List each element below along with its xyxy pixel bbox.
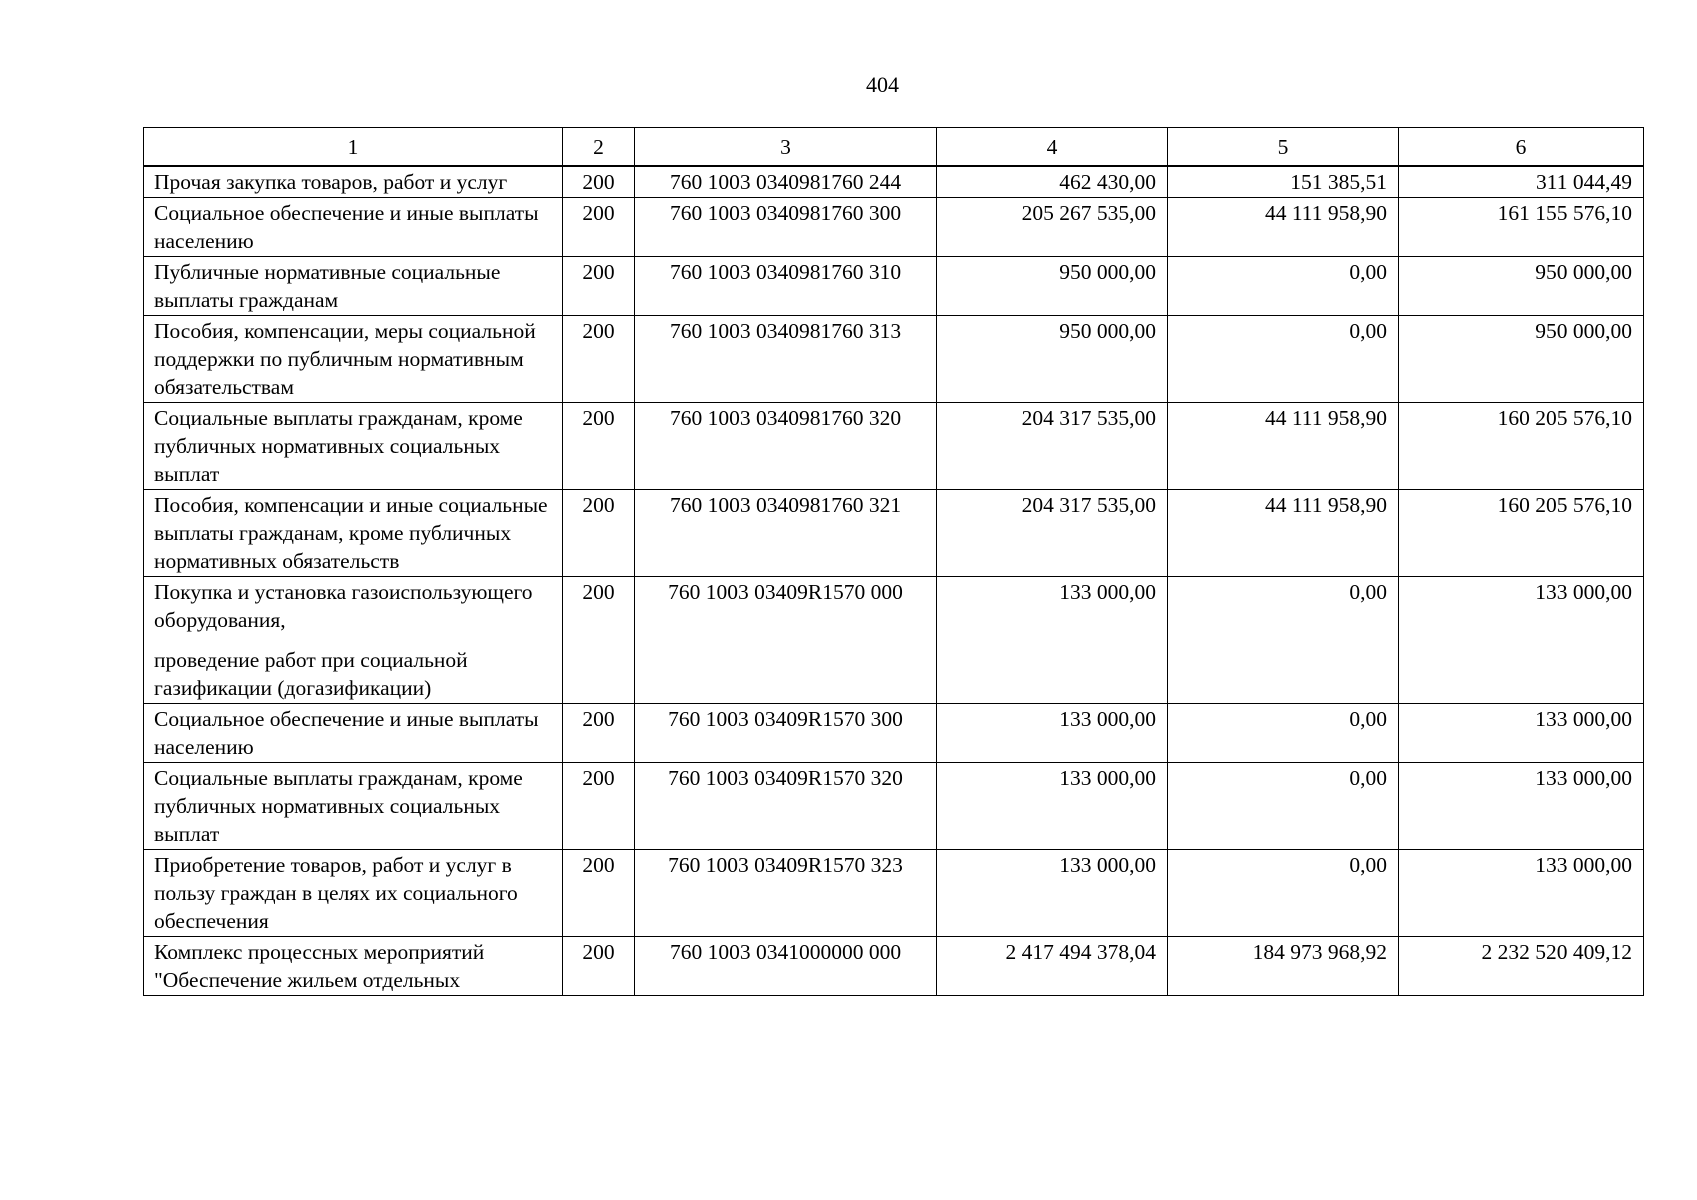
row-name-cell [144, 257, 563, 316]
row-approved-amount: 133 000,00 [937, 704, 1168, 763]
row-approved-amount: 204 317 535,00 [937, 490, 1168, 577]
row-budget-code: 760 1003 03409R1570 300 [635, 704, 937, 763]
row-unexecuted-amount: 160 205 576,10 [1399, 490, 1644, 577]
table-row [144, 937, 1644, 996]
row-line-code: 200 [563, 704, 635, 763]
row-executed-amount: 44 111 958,90 [1168, 490, 1399, 577]
column-header-3: 3 [635, 128, 937, 167]
column-header-4: 4 [937, 128, 1168, 167]
row-approved-amount: 204 317 535,00 [937, 403, 1168, 490]
row-approved-amount: 950 000,00 [937, 257, 1168, 316]
row-unexecuted-amount: 133 000,00 [1399, 763, 1644, 850]
row-line-code: 200 [563, 166, 635, 198]
row-line-code: 200 [563, 577, 635, 704]
row-name-cell [144, 403, 563, 490]
table-row [144, 850, 1644, 937]
row-name-cell [144, 704, 563, 763]
row-name-text: Пособия, компенсации и иные социальные выплаты гражданам, кроме публичных нормативных обязательств [154, 493, 548, 573]
row-approved-amount: 133 000,00 [937, 763, 1168, 850]
row-approved-amount: 462 430,00 [937, 166, 1168, 198]
row-budget-code: 760 1003 0341000000 000 [635, 937, 937, 996]
row-executed-amount: 0,00 [1168, 850, 1399, 937]
row-line-code: 200 [563, 850, 635, 937]
column-header-1: 1 [144, 128, 563, 167]
row-name-cell [144, 577, 563, 704]
row-unexecuted-amount: 311 044,49 [1399, 166, 1644, 198]
row-name-text: Социальные выплаты гражданам, кроме публичных нормативных социальных выплат [154, 766, 523, 846]
row-approved-amount: 133 000,00 [937, 850, 1168, 937]
row-line-code: 200 [563, 403, 635, 490]
row-approved-amount: 950 000,00 [937, 316, 1168, 403]
header-row [144, 128, 1644, 167]
budget-execution-table [143, 127, 1644, 996]
row-executed-amount: 0,00 [1168, 316, 1399, 403]
row-executed-amount: 0,00 [1168, 763, 1399, 850]
table-header [144, 128, 1644, 167]
row-budget-code: 760 1003 0340981760 300 [635, 198, 937, 257]
row-unexecuted-amount: 2 232 520 409,12 [1399, 937, 1644, 996]
row-name-cell [144, 937, 563, 996]
row-budget-code: 760 1003 0340981760 310 [635, 257, 937, 316]
row-budget-code: 760 1003 0340981760 320 [635, 403, 937, 490]
column-header-5: 5 [1168, 128, 1399, 167]
row-unexecuted-amount: 161 155 576,10 [1399, 198, 1644, 257]
row-budget-code: 760 1003 03409R1570 323 [635, 850, 937, 937]
table-row [144, 257, 1644, 316]
row-name-text: Покупка и установка газоиспользующего оборудования, [154, 580, 533, 632]
row-name-cell [144, 198, 563, 257]
table-body [144, 166, 1644, 996]
row-approved-amount: 205 267 535,00 [937, 198, 1168, 257]
row-executed-amount: 44 111 958,90 [1168, 198, 1399, 257]
row-executed-amount: 184 973 968,92 [1168, 937, 1399, 996]
row-unexecuted-amount: 950 000,00 [1399, 316, 1644, 403]
row-budget-code: 760 1003 03409R1570 320 [635, 763, 937, 850]
row-line-code: 200 [563, 490, 635, 577]
row-unexecuted-amount: 133 000,00 [1399, 704, 1644, 763]
row-line-code: 200 [563, 257, 635, 316]
row-approved-amount: 2 417 494 378,04 [937, 937, 1168, 996]
page-number: 404 [866, 72, 899, 97]
row-unexecuted-amount: 133 000,00 [1399, 850, 1644, 937]
row-executed-amount: 0,00 [1168, 257, 1399, 316]
table-row [144, 577, 1644, 704]
row-name-text: Социальные выплаты гражданам, кроме публичных нормативных социальных выплат [154, 406, 523, 486]
row-line-code: 200 [563, 763, 635, 850]
row-name-text: Социальное обеспечение и иные выплаты населению [154, 201, 539, 253]
row-name-cell [144, 316, 563, 403]
row-name-text: Пособия, компенсации, меры социальной поддержки по публичным нормативным обязательствам [154, 319, 536, 399]
row-budget-code: 760 1003 03409R1570 000 [635, 577, 937, 704]
row-executed-amount: 0,00 [1168, 704, 1399, 763]
table-row [144, 763, 1644, 850]
row-name-cell [144, 166, 563, 198]
column-header-2: 2 [563, 128, 635, 167]
row-name-cell [144, 490, 563, 577]
table-row [144, 166, 1644, 198]
row-name-text: проведение работ при социальной газификации (догазификации) [154, 648, 468, 700]
row-name-text: Приобретение товаров, работ и услуг в пользу граждан в целях их социального обеспечения [154, 853, 518, 933]
row-line-code: 200 [563, 316, 635, 403]
row-budget-code: 760 1003 0340981760 244 [635, 166, 937, 198]
row-executed-amount: 44 111 958,90 [1168, 403, 1399, 490]
table-row [144, 316, 1644, 403]
row-approved-amount: 133 000,00 [937, 577, 1168, 704]
row-unexecuted-amount: 160 205 576,10 [1399, 403, 1644, 490]
row-budget-code: 760 1003 0340981760 321 [635, 490, 937, 577]
row-name-text: Комплекс процессных мероприятий "Обеспечение жильем отдельных [154, 940, 485, 992]
row-unexecuted-amount: 950 000,00 [1399, 257, 1644, 316]
column-header-6: 6 [1399, 128, 1644, 167]
row-executed-amount: 151 385,51 [1168, 166, 1399, 198]
row-line-code: 200 [563, 198, 635, 257]
row-name-text: Прочая закупка товаров, работ и услуг [154, 170, 508, 194]
table-row [144, 403, 1644, 490]
table-row [144, 490, 1644, 577]
row-name-text: Социальное обеспечение и иные выплаты населению [154, 707, 539, 759]
row-name-text: Публичные нормативные социальные выплаты гражданам [154, 260, 501, 312]
row-name-cell [144, 763, 563, 850]
row-unexecuted-amount: 133 000,00 [1399, 577, 1644, 704]
row-name-cell [144, 850, 563, 937]
row-budget-code: 760 1003 0340981760 313 [635, 316, 937, 403]
table-row [144, 198, 1644, 257]
table-row [144, 704, 1644, 763]
row-executed-amount: 0,00 [1168, 577, 1399, 704]
row-line-code: 200 [563, 937, 635, 996]
